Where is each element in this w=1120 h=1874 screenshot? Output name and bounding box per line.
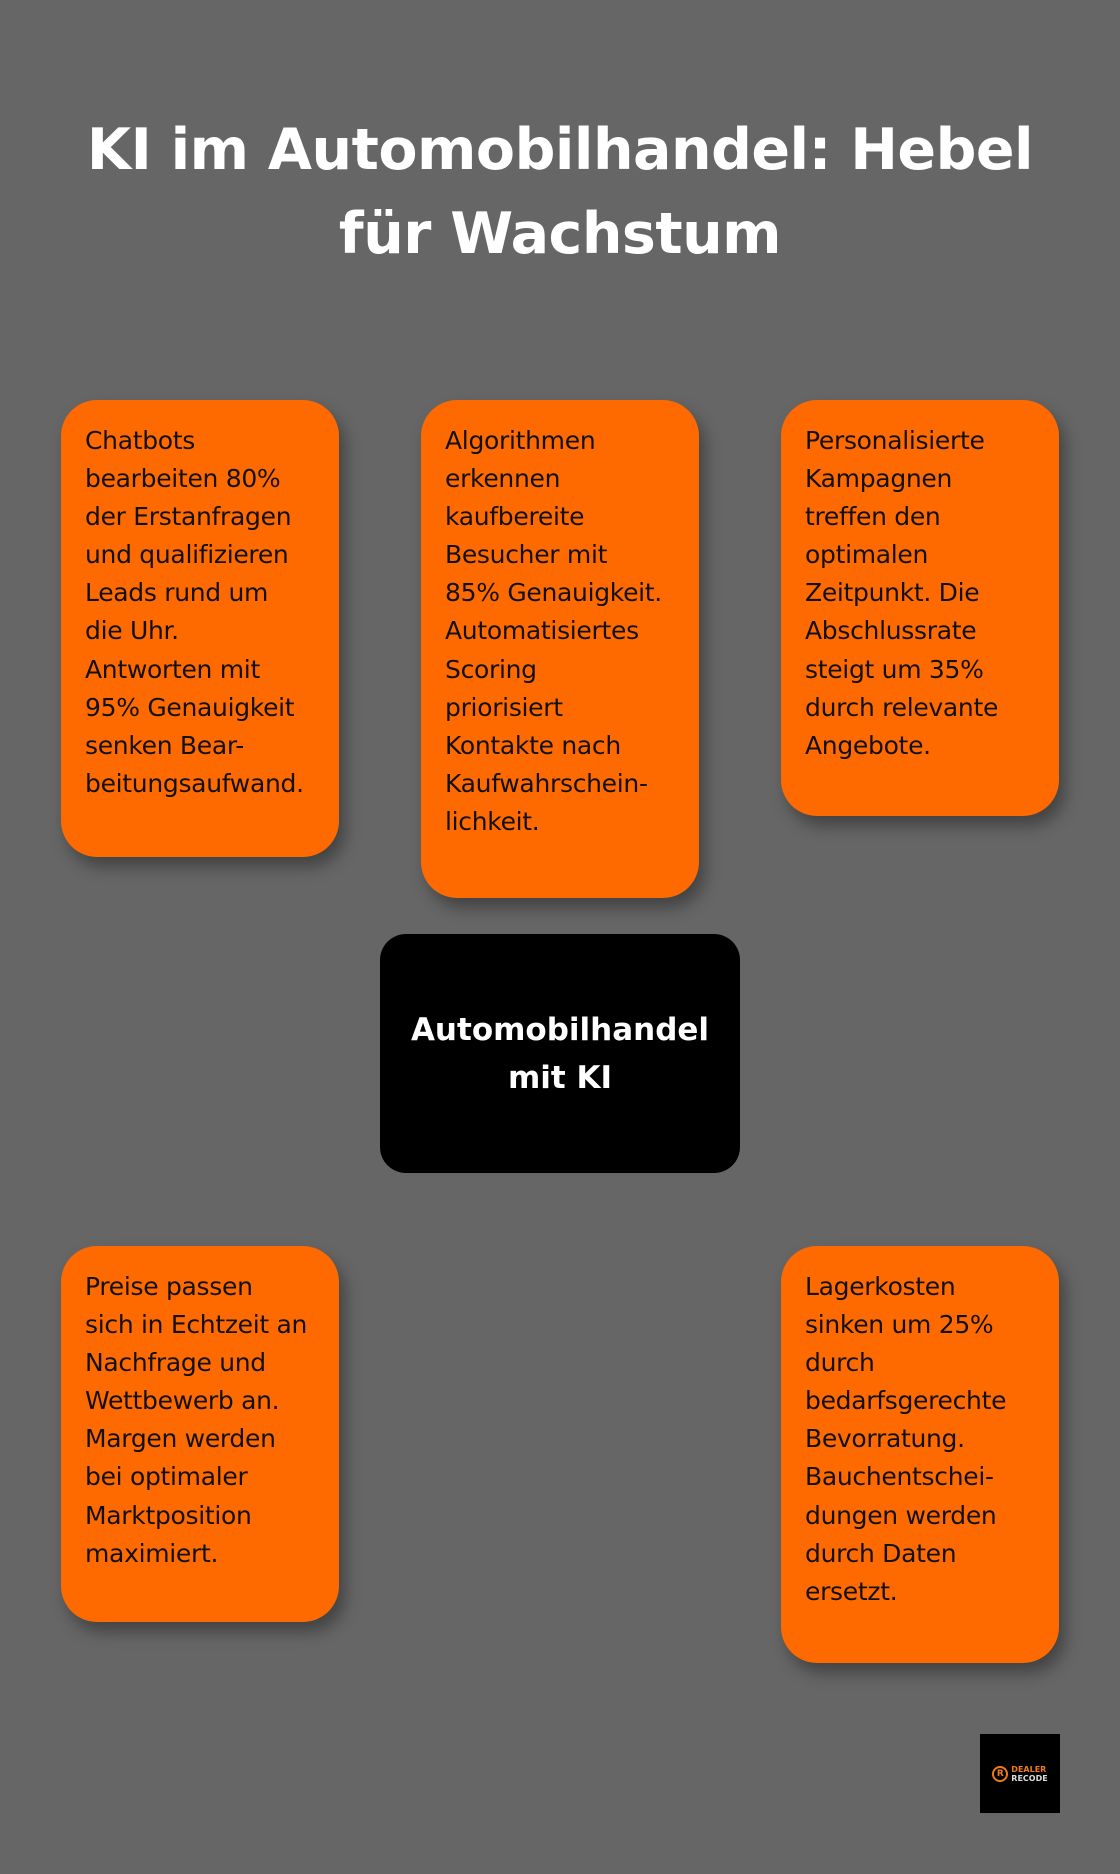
card-text-line: die Uhr. xyxy=(85,616,179,646)
card-text-line: Scoring xyxy=(445,654,537,684)
card-text-line: Besucher mit xyxy=(445,540,608,570)
card-text-line: steigt um 35% xyxy=(805,654,984,684)
card-text-line: Kampagnen xyxy=(805,464,953,494)
logo-line-1: DEALER xyxy=(1011,1764,1047,1774)
card-text-line: Zeitpunkt. Die xyxy=(805,578,980,608)
card-text-line: Abschlussrate xyxy=(805,616,977,646)
card-text-line: Antworten mit xyxy=(85,654,260,684)
card-text-line: sich in Echtzeit an xyxy=(85,1310,308,1340)
card-text-line: Angebote. xyxy=(805,730,931,760)
card-text-line: Personalisierte xyxy=(805,426,985,455)
logo-line-2: RECODE xyxy=(1011,1773,1048,1783)
card-text-line: bearbeiten 80% xyxy=(85,464,281,494)
center-line-1: Automobilhandel xyxy=(410,1011,710,1048)
card-chatbots xyxy=(61,400,339,857)
page-title xyxy=(40,108,1080,276)
card-kampagnen xyxy=(781,400,1059,816)
card-text-line: Leads rund um xyxy=(85,578,269,608)
card-preise xyxy=(61,1246,339,1622)
card-text-line: und qualifizieren xyxy=(85,540,289,570)
card-text-line: beitungsaufwand. xyxy=(85,768,304,798)
card-text-line: durch relevante xyxy=(805,692,999,722)
card-text-line: Preise passen xyxy=(85,1272,253,1301)
logo-wordmark xyxy=(1011,1765,1047,1783)
card-text-line: durch xyxy=(805,1348,875,1378)
r-circle-icon: R xyxy=(992,1766,1008,1782)
card-text-line: Automatisiertes xyxy=(445,616,639,646)
card-text-line: Bevorratung. xyxy=(805,1424,965,1454)
card-text-line: durch Daten xyxy=(805,1538,957,1568)
card-text-line: lichkeit. xyxy=(445,806,540,836)
card-text-line: Bauchentschei- xyxy=(805,1462,994,1492)
dealer-recode-logo xyxy=(980,1734,1060,1813)
card-text-line: maximiert. xyxy=(85,1538,219,1568)
card-text-line: Wettbewerb an. xyxy=(85,1386,280,1416)
center-node xyxy=(380,934,740,1173)
card-algorithmen xyxy=(421,400,699,898)
card-text-line: bei optimaler xyxy=(85,1462,248,1492)
card-text-line: Marktposition xyxy=(85,1500,252,1530)
card-text-line: dungen werden xyxy=(805,1500,997,1530)
card-text-line: Algorithmen xyxy=(445,426,596,455)
card-text-line: kaufbereite xyxy=(445,502,585,532)
card-text-line: Lagerkosten xyxy=(805,1272,956,1301)
card-text-line: Kaufwahrschein- xyxy=(445,768,648,798)
card-text-line: Nachfrage und xyxy=(85,1348,266,1378)
card-text-line: ersetzt. xyxy=(805,1576,898,1606)
title-line-1: KI im Automobilhandel: Hebel xyxy=(86,117,1034,183)
card-text-line: der Erstanfragen xyxy=(85,502,292,532)
center-line-2: mit KI xyxy=(507,1059,613,1096)
card-text-line: Kontakte nach xyxy=(445,730,621,760)
card-lagerkosten xyxy=(781,1246,1059,1663)
card-text-line: priorisiert xyxy=(445,692,563,722)
card-text-line: Chatbots xyxy=(85,426,196,455)
card-text-line: sinken um 25% xyxy=(805,1310,994,1340)
title-line-2: für Wachstum xyxy=(338,201,782,267)
card-text-line: 95% Genauigkeit xyxy=(85,692,295,722)
card-text-line: optimalen xyxy=(805,540,929,570)
card-text-line: Margen werden xyxy=(85,1424,276,1454)
card-text-line: 85% Genauigkeit. xyxy=(445,578,662,608)
card-text-line: treffen den xyxy=(805,502,941,532)
card-text-line: erkennen xyxy=(445,464,561,494)
card-text-line: senken Bear- xyxy=(85,730,244,760)
card-text-line: bedarfsgerechte xyxy=(805,1386,1007,1416)
